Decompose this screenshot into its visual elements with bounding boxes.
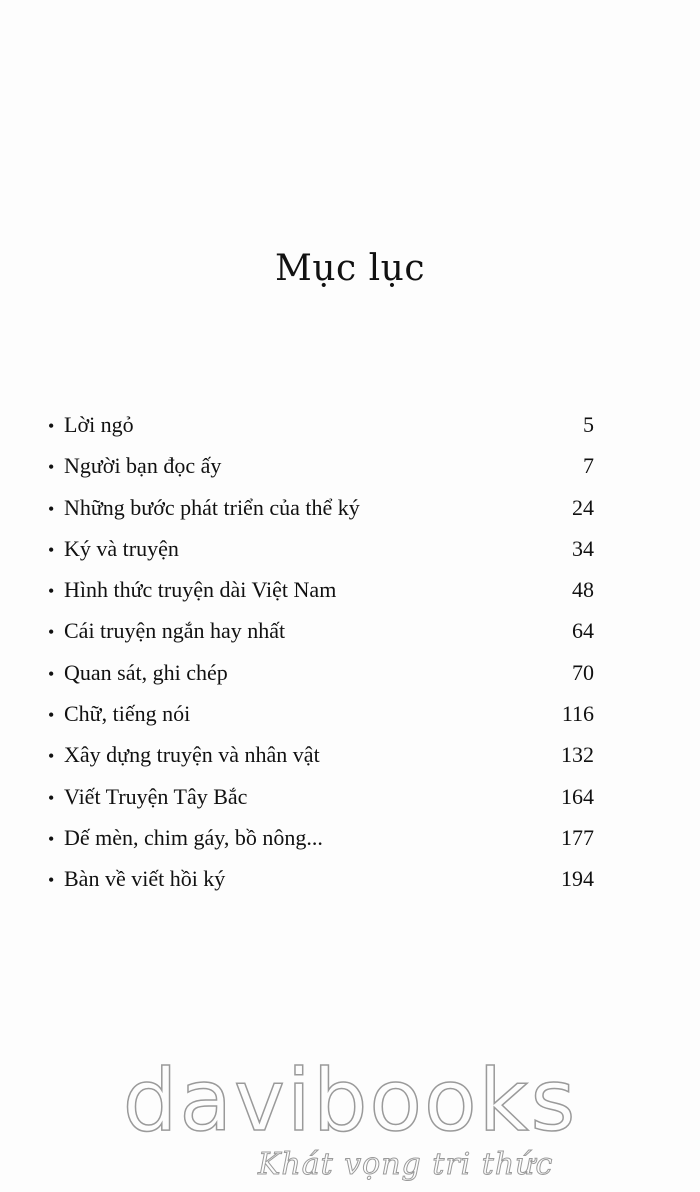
toc-entry xyxy=(48,784,594,825)
toc-entry-title: Lời ngỏ xyxy=(64,412,134,437)
watermark-brand: davibooks xyxy=(122,1051,578,1151)
toc-entry-title: Quan sát, ghi chép xyxy=(64,659,228,685)
toc-entry-title: Viết Truyện Tây Bắc xyxy=(64,783,248,809)
toc-entry-title: Ký và truyện xyxy=(64,535,179,561)
toc-entry-page: 64 xyxy=(572,618,594,644)
bullet-icon: • xyxy=(48,539,55,560)
toc-entry-title: Những bước phát triển của thể ký xyxy=(64,494,360,520)
bullet-icon: • xyxy=(48,622,55,643)
bullet-icon: • xyxy=(48,498,55,519)
bullet-icon: • xyxy=(48,663,55,684)
toc-entry-page: 116 xyxy=(561,701,594,727)
toc-entry-page: 7 xyxy=(583,453,594,479)
bullet-icon: • xyxy=(48,828,55,849)
toc-entry-page: 177 xyxy=(561,824,594,850)
toc-entry-page: 132 xyxy=(561,742,594,768)
bullet-icon: • xyxy=(48,457,55,478)
toc-entry xyxy=(48,495,594,536)
toc-entry-title: Xây dựng truyện và nhân vật xyxy=(64,742,320,768)
toc-entry xyxy=(48,701,594,742)
toc-entry xyxy=(48,618,594,659)
toc-entry-page: 194 xyxy=(561,866,594,892)
toc-entry xyxy=(48,536,594,577)
toc-entry-page: 24 xyxy=(572,494,594,520)
table-of-contents xyxy=(48,412,594,908)
toc-entry-page: 48 xyxy=(572,577,594,603)
toc-entry-title: Chữ, tiếng nói xyxy=(64,701,191,727)
toc-entry xyxy=(48,577,594,618)
toc-entry xyxy=(48,825,594,866)
toc-entry xyxy=(48,742,594,783)
page-title: Mục lục xyxy=(274,248,425,289)
toc-entry-page: 34 xyxy=(572,535,594,561)
toc-entry xyxy=(48,412,594,453)
bullet-icon: • xyxy=(48,705,55,726)
toc-entry-title: Người bạn đọc ấy xyxy=(64,453,222,479)
toc-entry-page: 164 xyxy=(561,783,594,809)
toc-entry xyxy=(48,866,594,907)
toc-entry-title: Hình thức truyện dài Việt Nam xyxy=(64,577,337,603)
bullet-icon: • xyxy=(48,581,55,602)
toc-entry xyxy=(48,660,594,701)
watermark-tagline: Khát vọng tri thức xyxy=(258,1147,554,1182)
toc-entry-title: Bàn về viết hồi ký xyxy=(64,866,226,892)
bullet-icon: • xyxy=(48,787,55,808)
toc-entry-title: Cái truyện ngắn hay nhất xyxy=(64,618,286,644)
bullet-icon: • xyxy=(48,416,55,436)
toc-entry-page: 70 xyxy=(572,659,594,685)
toc-entry-title: Dế mèn, chim gáy, bồ nông... xyxy=(64,824,323,850)
toc-entry xyxy=(48,453,594,494)
bullet-icon: • xyxy=(48,870,55,891)
toc-entry-page: 5 xyxy=(583,412,594,437)
bullet-icon: • xyxy=(48,746,55,767)
